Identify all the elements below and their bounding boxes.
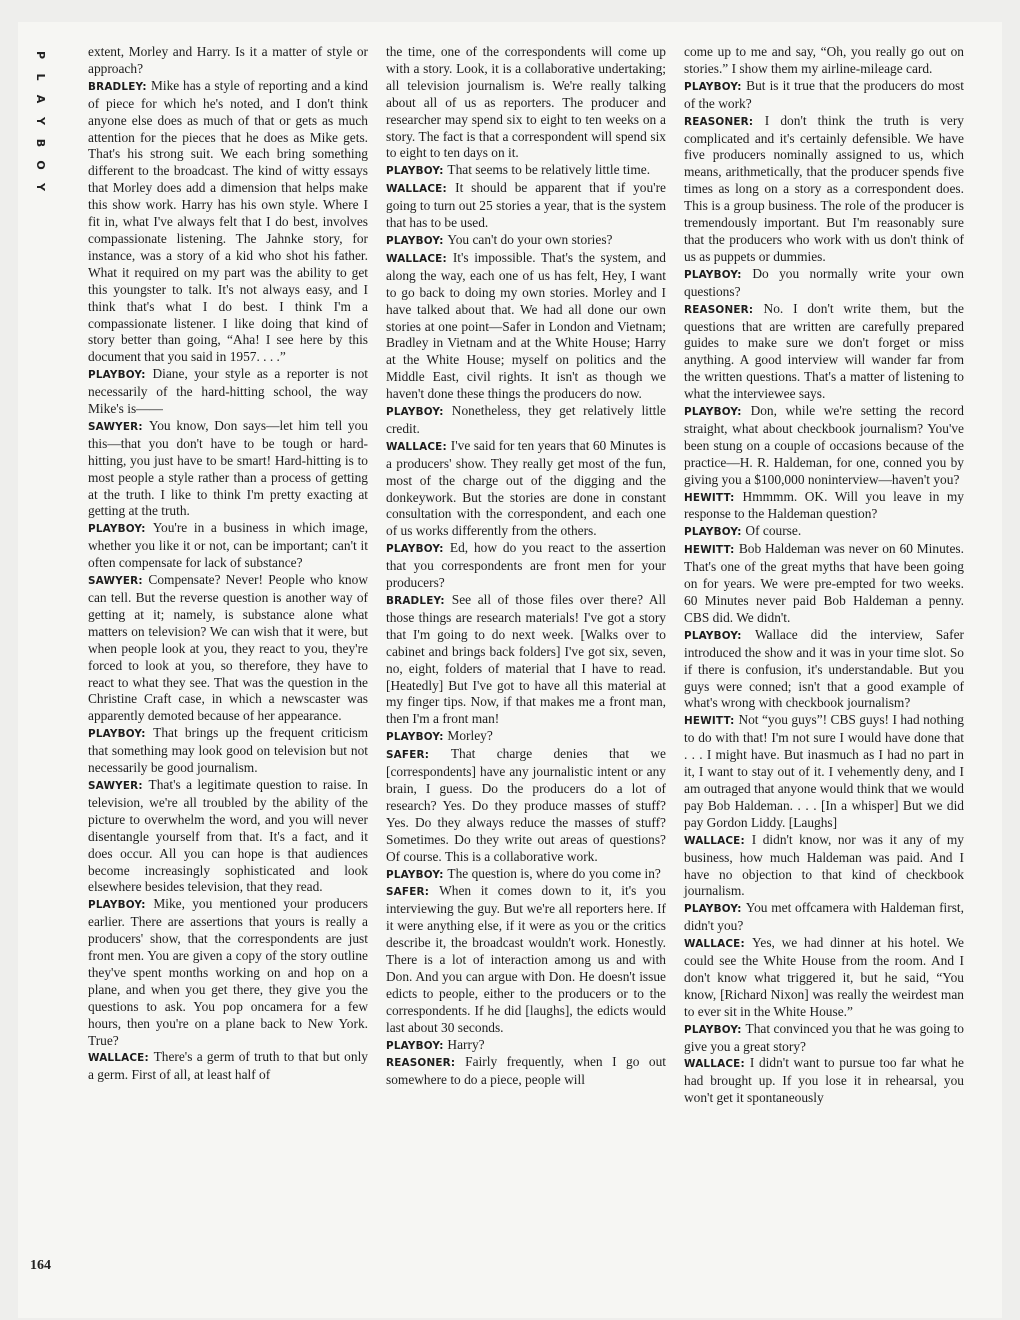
paragraph: [684, 1055, 964, 1107]
side-label-letter: L: [34, 73, 47, 81]
paragraph-text: I didn't want to pursue too far what he had brought up. If you lose it in rehearsal, you won't get it spontaneously: [684, 1055, 964, 1106]
paragraph: [386, 232, 666, 250]
paragraph-text: Diane, your style as a reporter is not necessarily of the hard-hitting school, the way Mike's is——: [88, 366, 368, 417]
paragraph-text: You can't do your own stories?: [447, 231, 613, 247]
paragraph-text: That seems to be relatively little time.: [447, 162, 651, 178]
paragraph: [88, 520, 368, 572]
paragraph: [386, 180, 666, 232]
paragraph-text: It should be apparent that if you're going to turn out 25 stories a year, that is the system that has to be used.: [386, 180, 666, 231]
side-label-letter: B: [34, 138, 47, 148]
paragraph: [88, 572, 368, 725]
paragraph-text: Do you normally write your own questions?: [684, 265, 964, 299]
speaker-name: HEWITT:: [684, 491, 735, 504]
paragraph: [88, 896, 368, 1049]
paragraph: [386, 438, 666, 540]
paragraph: [386, 728, 666, 746]
paragraph-text: Mike has a style of reporting and a kind of piece for which he's noted, and I don't think anyone else does as much of that or gets as much attention for the pieces that he does as Mike gets. That's his strong suit. We each bring something different to the broadcast. The kind of witty essays that Morley does add a dimension that helps make this show work. Harry has his own style. Where I fit in, what I've always felt that I do best, involves compassionate listening. The Jahnke story, for instance, was a story of a kid who shot his father. What it required on my part was the ability to get this youngster to talk. It's not always easy, and I think that's what I do best. I think I'm a compassionate listener. I like doing that kind of story better than going, “Aha! I see here by this document that you said in 1957. . . .”: [88, 77, 368, 365]
speaker-name: PLAYBOY:: [386, 234, 444, 247]
paragraph-text: That brings up the frequent criticism that something may look good on television but not necessarily be good journalism.: [88, 725, 368, 776]
paragraph-text: Bob Haldeman was never on 60 Minutes. That's one of the great myths that have been going on for years. We were pre-empted for two weeks. 60 Minutes never paid Bob Haldeman a penny. CBS did. We didn't.: [684, 541, 964, 625]
paragraph-text: You know, Don says—let him tell you this—that you don't have to be tough or hard-hitting, you just have to be smart! Hard-hitting is to most people a style rather than a process of getting at the truth. I like to think I'm pretty exacting at getting at the truth.: [88, 417, 368, 519]
paragraph-text: That charge denies that we [correspondents] have any journalistic intent or any brain, I guess. Do the producers do a lot of research? Yes. Do they produce masses of stuff? Yes. Do they always reduce the masses of stuff? Sometimes. Do they write out areas of questions? Of course. This is a collaborative work.: [386, 746, 666, 864]
speaker-name: PLAYBOY:: [386, 543, 444, 556]
paragraph-text: Morley?: [447, 728, 493, 744]
paragraph: [684, 489, 964, 524]
speaker-name: WALLACE:: [386, 183, 447, 196]
paragraph: [684, 113, 964, 266]
paragraph: [386, 1054, 666, 1089]
paragraph: [684, 78, 964, 113]
paragraph: [386, 1037, 666, 1055]
side-label-letter: O: [34, 160, 47, 170]
speaker-name: SAFER:: [386, 749, 430, 762]
paragraph-text: Mike, you mentioned your producers earlier. There are assertions that yours is really a producers' show, that the correspondents are just front men. You are given a copy of the story outline they've spent months working on and hop on a plane, and when you get there, they give you the questions to ask. You pop oncamera for a few hours, then you're on a plane back to New York. True?: [88, 896, 368, 1048]
speaker-name: PLAYBOY:: [684, 268, 742, 281]
paragraph: [386, 746, 666, 865]
paragraph: [684, 541, 964, 627]
text-column-1: [88, 44, 368, 1084]
paragraph: [684, 403, 964, 489]
paragraph: [386, 162, 666, 180]
paragraph-text: Nonetheless, they get relatively little credit.: [386, 403, 666, 436]
paragraph: [386, 883, 666, 1036]
paragraph: [386, 866, 666, 884]
paragraph: [684, 935, 964, 1021]
paragraph: [88, 418, 368, 520]
paragraph-text: Not “you guys”! CBS guys! I had nothing to do with that! I'm not sure I would have done that . . . I might have. But inasmuch as I had no part in it, I want to stay out of it. I vehemently deny, and I am outraged that anyone would think that we would pay Bob Haldeman. . . . [In a whisper] But we did pay Gordon Liddy. [Laughs]: [684, 712, 964, 830]
paragraph-text: That's a legitimate question to raise. In television, we're all troubled by the ability of the picture to overwhelm the word, and you will never disentangle yourself from that. It's a fact, and it does occur. All you can hope is that audiences become increasingly sophisticated and look elsewhere besides television, that they read.: [88, 776, 368, 895]
paragraph-text: Compensate? Never! People who know can tell. But the reverse question is another way of getting at it; namely, is substance alone what matters on television? We can wish that it were, but when people look at you, they react to you, they're forced to look at you, so therefore, they have to react to what they see. That was the question in the Christine Craft case, in which a newscaster was apparently demoted because of her appearance.: [88, 572, 368, 724]
paragraph-text: You met offcamera with Haldeman first, didn't you?: [684, 900, 964, 934]
speaker-name: PLAYBOY:: [88, 369, 146, 382]
text-column-3: [684, 44, 964, 1107]
speaker-name: PLAYBOY:: [88, 899, 146, 912]
paragraph: [684, 301, 964, 403]
paragraph: [386, 403, 666, 438]
paragraph: [684, 266, 964, 301]
speaker-name: HEWITT:: [684, 544, 735, 557]
paragraph: [684, 832, 964, 901]
paragraph: [684, 900, 964, 935]
paragraph-text: I didn't know, nor was it any of my business, how much Haldeman was paid. And I have no objection to that kind of checkbook journalism.: [684, 831, 964, 899]
paragraph-text: It's impossible. That's the system, and along the way, each one of us has felt, Hey, I want to go back to doing my own stories. Morley and I have talked about that. We had all done our own stories at one point—Safer in London and Vietnam; Bradley in Vietnam and at the White House; Harry at the White House; myself on politics and the Middle East, civil rights. It isn't as though we haven't done these things the producers do now.: [386, 249, 666, 402]
paragraph-text: Of course.: [745, 523, 802, 539]
speaker-name: HEWITT:: [684, 715, 735, 728]
speaker-name: BRADLEY:: [386, 595, 445, 607]
speaker-name: PLAYBOY:: [386, 406, 444, 419]
speaker-name: REASONER:: [684, 115, 754, 128]
paragraph-text: I've said for ten years that 60 Minutes is a producers' show. They really get most of the fun, most of the charge out of the digging and the donkeywork. But the stories are done in constant consultation with the correspondent, and each one of us works differently from the others.: [386, 437, 666, 539]
paragraph: [88, 78, 368, 366]
speaker-name: PLAYBOY:: [684, 1023, 742, 1036]
side-label-letter: Y: [34, 183, 47, 191]
paragraph: [88, 725, 368, 777]
speaker-name: PLAYBOY:: [684, 629, 742, 642]
paragraph-text: the time, one of the correspondents will come up with a story. Look, it is a collaborative undertaking; all television journalism is. We're really talking about all of us as reporters. The producer and researcher may spend six to eight to ten weeks on a story. The fact is that a correspondent will spend six to eight to ten days on it.: [386, 44, 666, 161]
paragraph-text: Don, while we're setting the record straight, what about checkbook journalism? You've been stung on a couple of occasions because of the practice—H. R. Haldeman, for one, conned you by giving you a $100,000 noninterview—haven't you?: [684, 403, 964, 487]
speaker-name: BRADLEY:: [88, 80, 147, 93]
paragraph-text: Hmmmm. OK. Will you leave in my response to the Haldeman question?: [684, 488, 964, 522]
speaker-name: REASONER:: [386, 1057, 456, 1070]
speaker-name: PLAYBOY:: [684, 903, 742, 916]
paragraph: [386, 44, 666, 162]
paragraph-text: No. I don't write them, but the questions that are written are carefully prepared guides to make sure we don't forget or miss anything. A good interview will wander far from the written questions. That's a matter of listening to what the interviewee says.: [684, 300, 964, 402]
speaker-name: WALLACE:: [684, 1058, 745, 1071]
speaker-name: PLAYBOY:: [684, 406, 742, 419]
speaker-name: SAFER:: [386, 886, 430, 899]
paragraph: [386, 540, 666, 592]
text-column-2: [386, 44, 666, 1089]
speaker-name: WALLACE:: [386, 252, 447, 265]
playboy-side-label: [30, 44, 50, 198]
speaker-name: SAWYER:: [88, 420, 143, 433]
paragraph: [684, 1021, 964, 1056]
paragraph-text: Fairly frequently, when I go out somewhere to do a piece, people will: [386, 1054, 666, 1088]
paragraph: [684, 627, 964, 713]
side-label-letter: P: [34, 50, 47, 60]
speaker-name: SAWYER:: [88, 779, 143, 792]
speaker-name: PLAYBOY:: [684, 526, 742, 539]
paragraph-text: When it comes down to it, it's you interviewing the guy. But we're all reporters here. If it were anything else, if it were as you or the critics describe it, the broadcast wouldn't work. Honestly. There is a lot of interaction among us and with Don. And you can argue with Don. He doesn't issue edicts to people, either to the producers or to the correspondents. If he did [laughs], the edicts would last about 30 seconds.: [386, 883, 666, 1035]
paragraph: [386, 592, 666, 728]
speaker-name: PLAYBOY:: [386, 165, 444, 178]
speaker-name: WALLACE:: [684, 938, 745, 951]
speaker-name: WALLACE:: [684, 834, 745, 847]
page-number: 164: [30, 1258, 51, 1273]
paragraph-text: Harry?: [447, 1036, 485, 1052]
paragraph: [88, 366, 368, 418]
speaker-name: PLAYBOY:: [386, 1039, 444, 1052]
side-label-letter: Y: [34, 117, 47, 125]
paragraph: [88, 1049, 368, 1084]
paragraph-text: See all of those files over there? All those things are research materials! I've got a story that I'm going to do next week. [Walks over to cabinet and brings back folders] I've got six, seven, no, eight, folders of material that I have to read. [Heatedly] But I've got to have all this material at my finger tips. Now, if that makes me a front man, then I'm a front man!: [386, 592, 666, 727]
paragraph-text: But is it true that the producers do most of the work?: [684, 77, 964, 111]
speaker-name: WALLACE:: [88, 1052, 149, 1065]
paragraph-text: There's a germ of truth to that but only a germ. First of all, at least half of: [88, 1049, 368, 1083]
paragraph-text: extent, Morley and Harry. Is it a matter of style or approach?: [88, 44, 368, 76]
speaker-name: SAWYER:: [88, 575, 143, 588]
speaker-name: PLAYBOY:: [88, 523, 146, 536]
speaker-name: WALLACE:: [386, 440, 447, 453]
paragraph-text: Wallace did the interview, Safer introduced the show and it was in your time slot. So if there is confusion, it's understandable. But you guys were conned; isn't that a good example of what's wrong with checkbook journalism?: [684, 626, 964, 711]
paragraph: [88, 777, 368, 896]
speaker-name: PLAYBOY:: [684, 80, 742, 93]
side-label-letter: A: [34, 94, 47, 104]
paragraph-text: You're in a business in which image, whether you like it or not, can be important; can't it often compensate for lack of substance?: [88, 520, 368, 571]
paragraph-text: come up to me and say, “Oh, you really go out on stories.” I show them my airline-mileage card.: [684, 44, 964, 76]
paragraph-text: Ed, how do you react to the assertion that you correspondents are front men for your producers?: [386, 540, 666, 591]
paragraph: [684, 712, 964, 831]
speaker-name: PLAYBOY:: [386, 868, 444, 881]
paragraph: [684, 523, 964, 541]
speaker-name: PLAYBOY:: [88, 728, 146, 741]
paragraph-text: The question is, where do you come in?: [447, 865, 661, 881]
paragraph: [88, 44, 368, 78]
paragraph-text: That convinced you that he was going to give you a great story?: [684, 1020, 964, 1054]
paragraph: [684, 44, 964, 78]
speaker-name: PLAYBOY:: [386, 731, 444, 744]
paragraph: [386, 250, 666, 403]
paragraph-text: I don't think the truth is very complicated and it's certainly defensible. We have five producers nominally assigned to us, which means, arithmetically, that the producer spends five times as long on a story as a correspondent does. This is a group business. The role of the producer is tremendously important. But I'm reasonably sure that the producers who work with us don't think of us as puppets or dummies.: [684, 112, 964, 264]
paragraph-text: Yes, we had dinner at his hotel. We could see the White House from the room. And I don't know what triggered it, but he said, “You know, [Richard Nixon] was really the weirdest man to ever sit in the White House.”: [684, 935, 964, 1019]
speaker-name: REASONER:: [684, 303, 754, 316]
